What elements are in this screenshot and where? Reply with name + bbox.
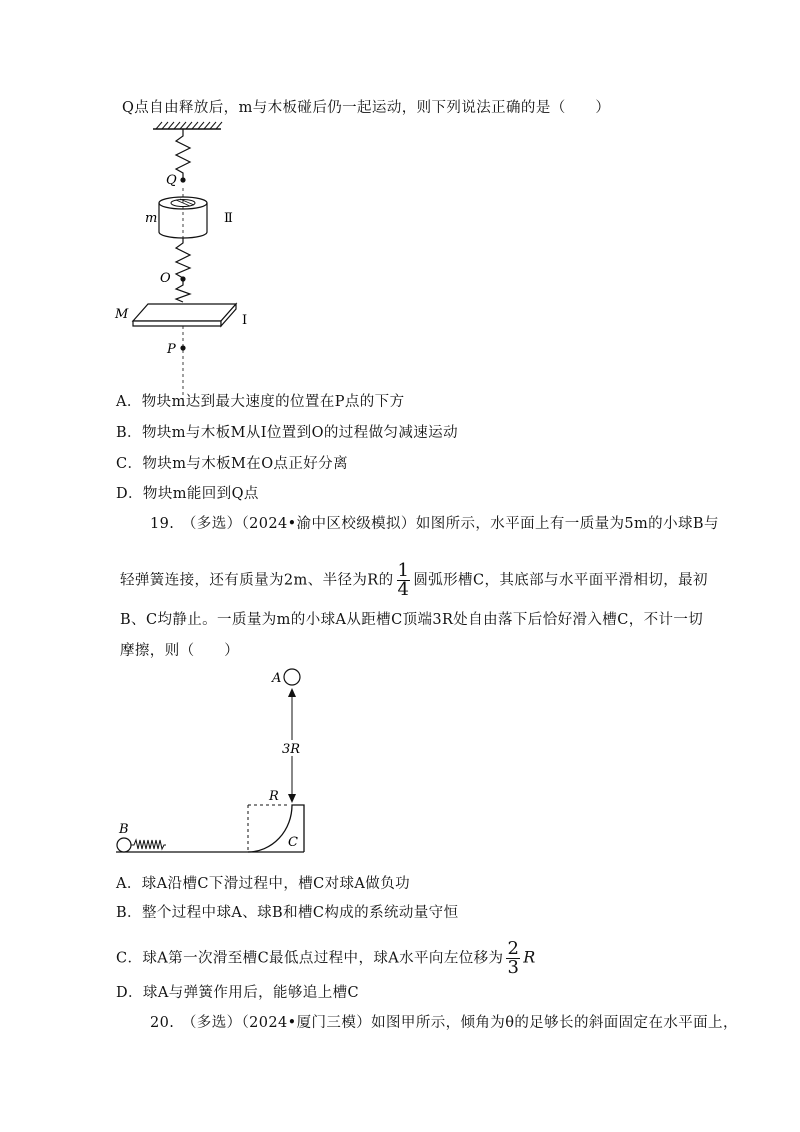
q18-option-b: B．物块m与木板M从Ⅰ位置到O的过程做匀减速运动 [116,425,458,441]
ball-a [284,669,300,685]
label-c: C [288,835,298,850]
q18-option-d: D．物块m能回到Q点 [116,486,259,502]
q18-option-c: C．物块m与木板M在O点正好分离 [116,456,348,472]
q19-line2-after: 圆弧形槽C，其底部与水平面平滑相切，最初 [413,572,708,589]
q19-line1: 19. （多选）（2024•渝中区校级模拟）如图所示，水平面上有一质量为5m的小球B与 [150,516,719,532]
q19-option-b: B．整个过程中球A、球B和槽C构成的系统动量守恒 [116,905,459,921]
label-position-2: Ⅱ [224,211,233,226]
q19-option-a: A．球A沿槽C下滑过程中，槽C对球A做负功 [116,876,411,892]
fraction-two-thirds: $\frac{2}{3}$ [507,938,520,978]
q19-option-d: D．球A与弹簧作用后，能够追上槽C [116,985,359,1001]
spring-b [131,840,166,849]
q18-stem: Q点自由释放后，m与木板碰后仍一起运动，则下列说法正确的是（ ） [122,100,611,116]
ball-b [117,838,131,852]
q19-option-c-text: C．球A第一次滑至槽C最低点过程中，球A水平向左位移为 [116,950,504,967]
label-p: P [167,342,176,357]
label-3r: 3R [282,742,301,757]
label-r: R [269,789,279,804]
q18-option-a: A．物块m达到最大速度的位置在P点的下方 [116,394,405,410]
fraction-quarter: $\frac{1}{4}$ [397,560,410,600]
label-m: m [145,211,158,226]
label-b: B [119,822,129,837]
q19-option-c [116,940,536,977]
label-o: O [160,271,171,286]
label-q: Q [166,173,177,188]
q19-line3: B、C均静止。一质量为m的小球A从距槽C顶端3R处自由落下后恰好滑入槽C，不计一切 [120,612,704,628]
q20-line1: 20. （多选）（2024•厦门三模）如图甲所示，倾角为θ的足够长的斜面固定在水平面上， [150,1015,738,1031]
q19-line4: 摩擦，则（ ） [120,643,240,659]
label-position-1: I [242,313,248,328]
q19-line2-before: 轻弹簧连接，还有质量为2m、半径为R的 [120,572,394,589]
q19-option-c-var: R [523,947,536,967]
label-a: A [272,671,282,686]
label-board-m: M [115,307,129,322]
